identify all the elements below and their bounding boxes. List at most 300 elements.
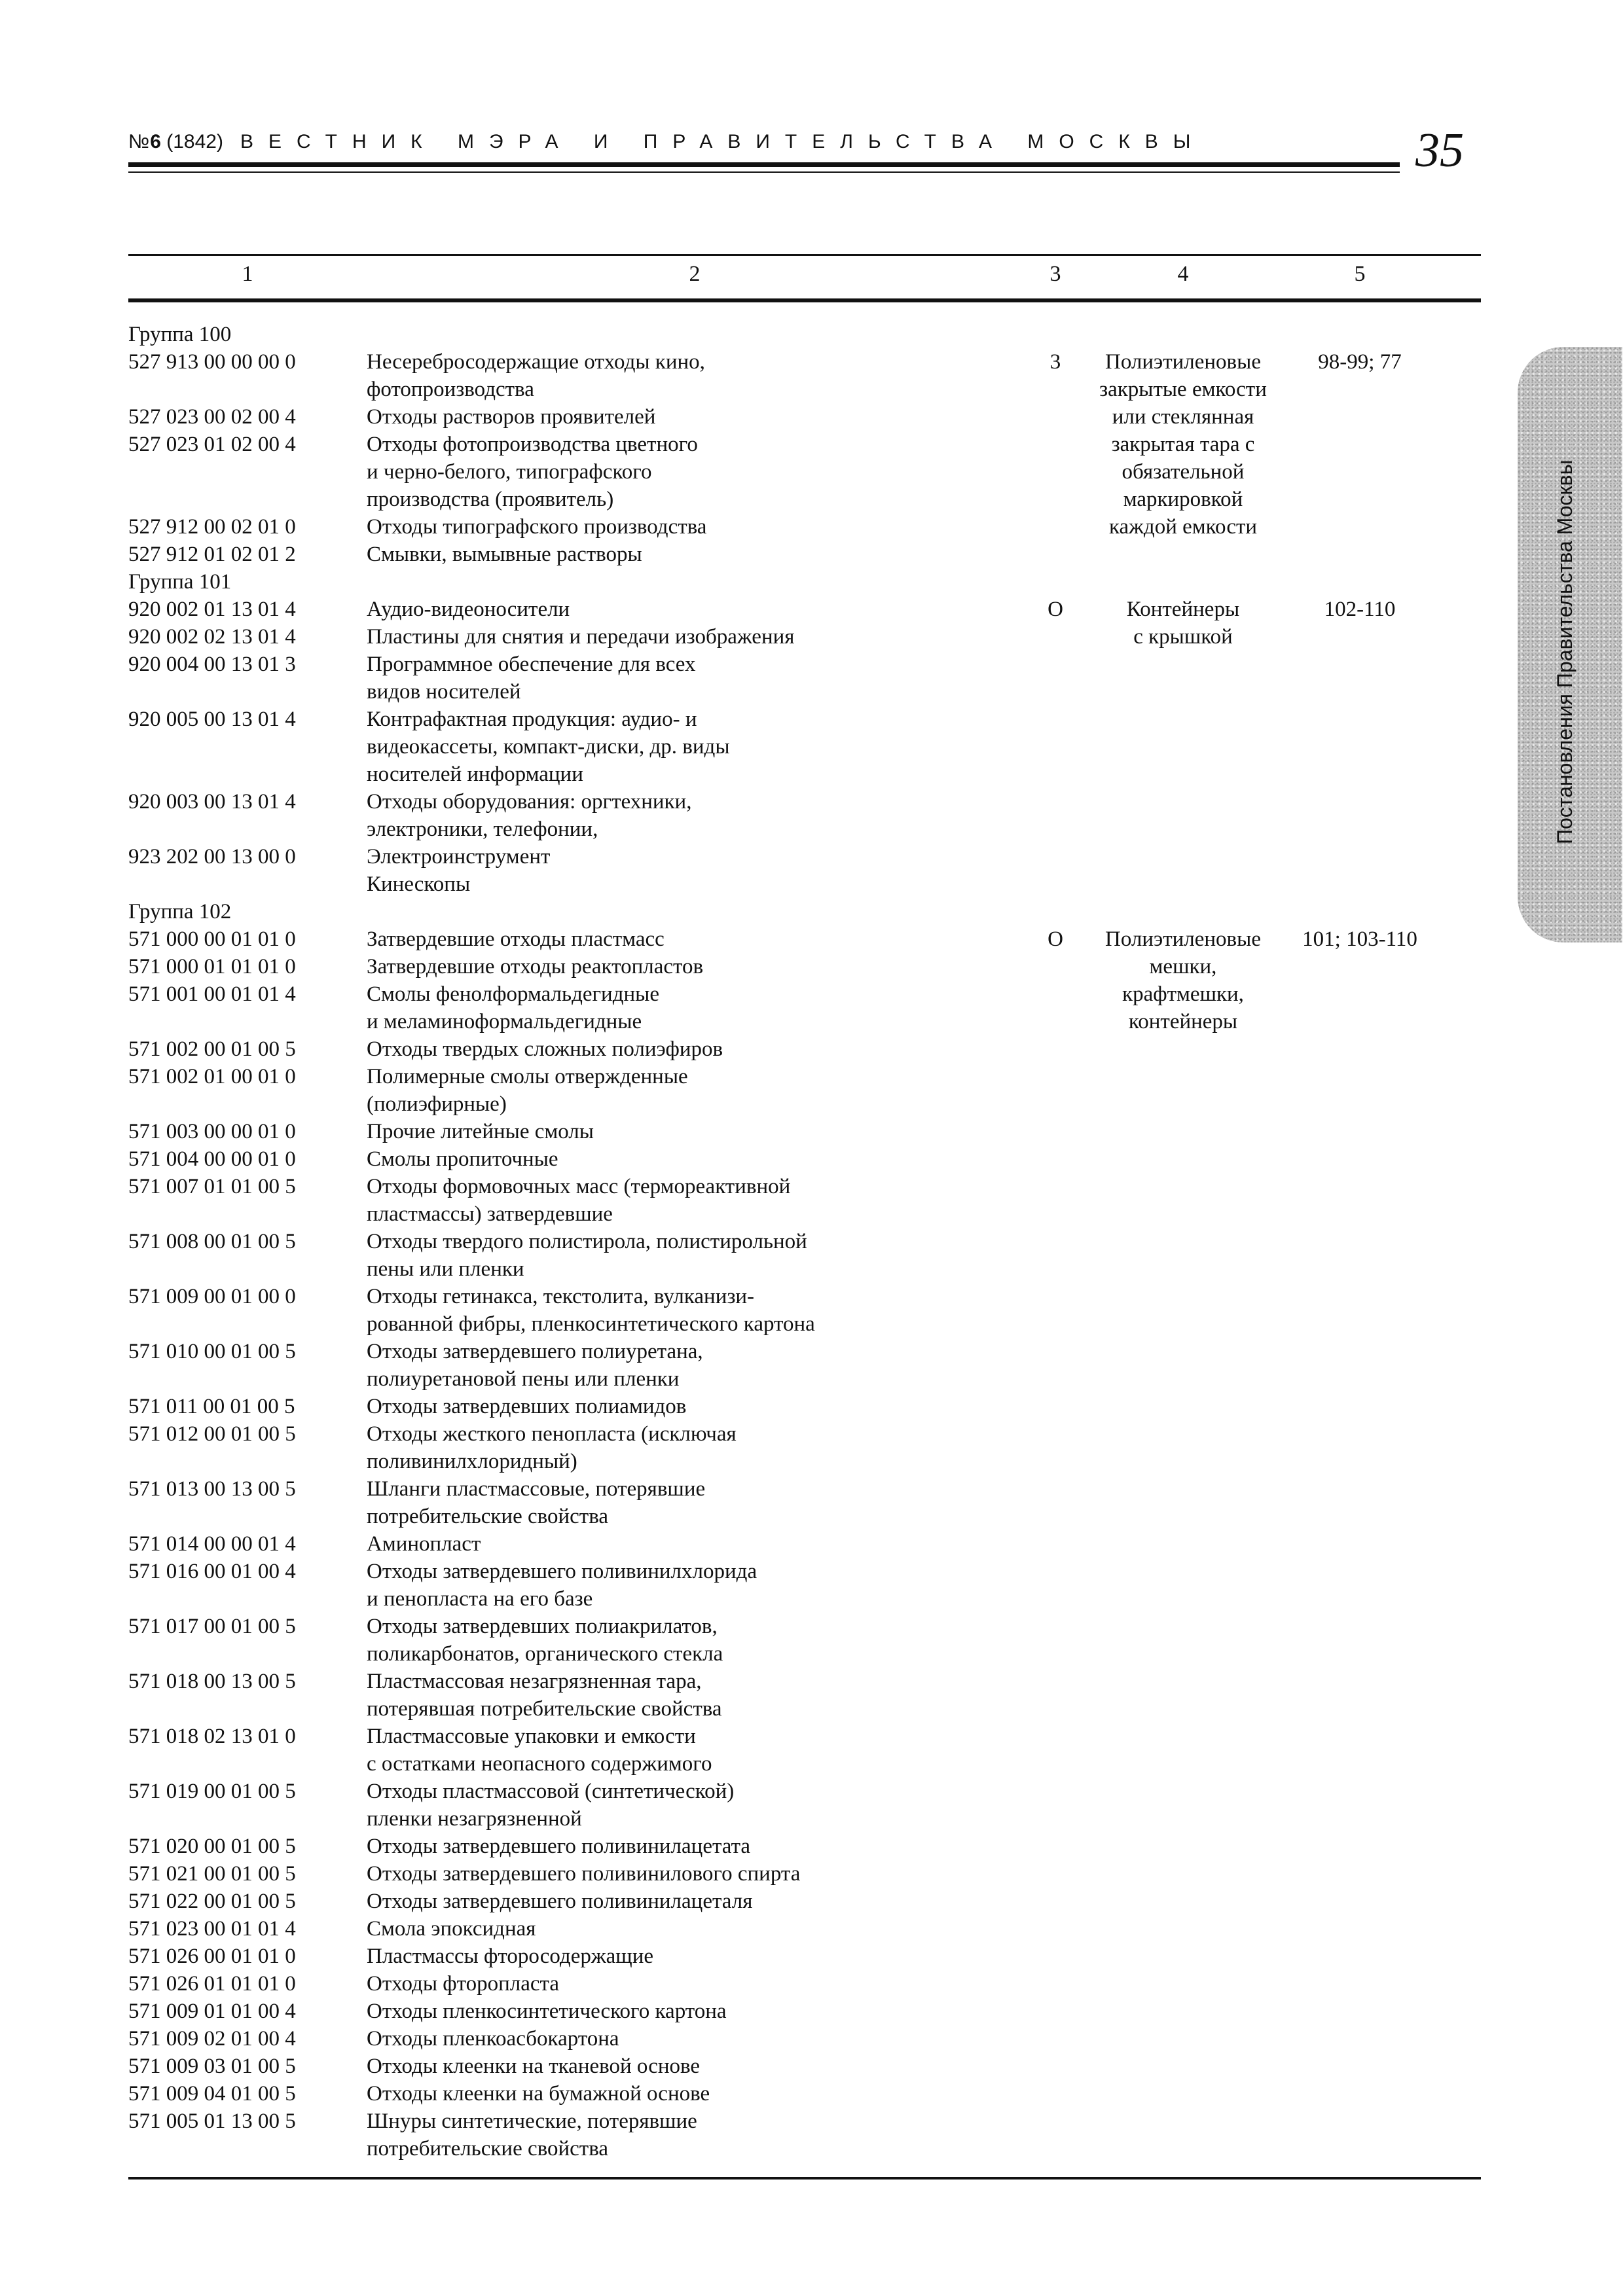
waste-code: 571 018 00 13 00 5 <box>128 1670 296 1693</box>
hazard-class <box>1023 2080 1088 2108</box>
container-type <box>1088 403 1278 431</box>
table-row <box>128 1998 1481 2025</box>
compatible-groups <box>1278 980 1442 1035</box>
waste-name <box>367 431 1023 513</box>
waste-name-line: носителей информации <box>367 762 583 786</box>
waste-name-line: Затвердевшие отходы реактопластов <box>367 955 704 978</box>
table-row <box>128 1970 1481 1998</box>
waste-name-line: Прочие литейные смолы <box>367 1120 594 1143</box>
hazard-class <box>1023 541 1088 568</box>
column-header-3: 3 <box>1049 262 1061 286</box>
hazard-class <box>1023 1393 1088 1420</box>
waste-name <box>367 1530 1023 1558</box>
compatible-groups <box>1278 1915 1442 1943</box>
container-type <box>1088 1558 1278 1613</box>
waste-name-line: Смывки, вымывные растворы <box>367 543 642 566</box>
group-label: Группа 101 <box>128 570 232 594</box>
hazard-class: О <box>1048 927 1063 951</box>
waste-code: 571 011 00 01 00 5 <box>128 1395 295 1418</box>
waste-name-line: пленки незагрязненной <box>367 1807 582 1831</box>
table-row <box>128 1118 1481 1145</box>
waste-name-line: Отходы клеенки на тканевой основе <box>367 2054 701 2078</box>
waste-name <box>367 1035 1023 1063</box>
waste-name <box>367 651 1023 706</box>
waste-name <box>367 1420 1023 1475</box>
waste-code: 571 005 01 13 00 5 <box>128 2109 296 2133</box>
waste-name-line: Пластмассы фторосодержащие <box>367 1945 654 1968</box>
waste-code: 571 014 00 00 01 4 <box>128 1532 296 1556</box>
waste-name <box>367 623 1023 651</box>
hazard-class <box>1023 513 1088 541</box>
compatible-groups <box>1278 1613 1442 1668</box>
waste-code: 571 009 00 01 00 0 <box>128 1285 296 1308</box>
container-type <box>1088 1283 1278 1338</box>
waste-name <box>367 843 1023 898</box>
waste-name-line: видов носителей <box>367 680 521 704</box>
compatible-groups <box>1278 1118 1442 1145</box>
waste-name <box>367 1778 1023 1833</box>
waste-name-line: видеокассеты, компакт-диски, др. виды <box>367 735 730 759</box>
table-row <box>128 541 1481 568</box>
table-row <box>128 1475 1481 1530</box>
group-label-row <box>128 898 1481 925</box>
column-header-4: 4 <box>1177 262 1189 286</box>
hazard-class: О <box>1048 598 1063 621</box>
container-type-line: маркировкой <box>1123 488 1243 511</box>
waste-name-line: Отходы пластмассовой (синтетической) <box>367 1780 735 1803</box>
container-type <box>1088 1998 1278 2025</box>
table-row <box>128 1778 1481 1833</box>
waste-name-line: Отходы фторопласта <box>367 1972 560 1996</box>
waste-name-line: Затвердевшие отходы пластмасс <box>367 927 665 951</box>
table-row <box>128 2108 1481 2162</box>
hazard-class <box>1023 953 1088 980</box>
hazard-class <box>1023 1558 1088 1613</box>
table-row <box>128 2053 1481 2080</box>
waste-name-line: Отходы затвердевших полиакрилатов, <box>367 1615 718 1638</box>
waste-name-line: Полимерные смолы отвержденные <box>367 1065 688 1088</box>
waste-name-line: Отходы твердых сложных полиэфиров <box>367 1037 723 1061</box>
waste-code: 571 026 00 01 01 0 <box>128 1945 296 1968</box>
column-header-2: 2 <box>689 262 701 286</box>
table-header-row <box>128 262 1481 288</box>
hazard-class <box>1023 1228 1088 1283</box>
container-type <box>1088 2080 1278 2108</box>
hazard-class <box>1023 1035 1088 1063</box>
container-type-line: мешки, <box>1149 955 1217 978</box>
group-label: Группа 102 <box>128 900 232 924</box>
waste-name-line: Пластмассовые упаковки и емкости <box>367 1725 696 1748</box>
waste-name-line: Кинескопы <box>367 872 471 896</box>
table-row <box>128 1723 1481 1778</box>
waste-code: 571 023 00 01 01 4 <box>128 1917 296 1941</box>
hazard-class <box>1023 788 1088 843</box>
compatible-groups <box>1278 1943 1442 1970</box>
hazard-class <box>1023 403 1088 431</box>
compatible-groups <box>1278 1998 1442 2025</box>
compatible-groups <box>1278 1860 1442 1888</box>
waste-name <box>367 348 1023 403</box>
waste-code: 571 009 04 01 00 5 <box>128 2082 296 2106</box>
waste-code: 571 002 00 01 00 5 <box>128 1037 296 1061</box>
hazard-class <box>1023 1475 1088 1530</box>
table-row <box>128 843 1481 898</box>
container-type <box>1088 1778 1278 1833</box>
waste-code: 571 008 00 01 00 5 <box>128 1230 296 1253</box>
container-type <box>1088 513 1278 541</box>
compatible-groups <box>1278 1888 1442 1915</box>
waste-code: 571 016 00 01 00 4 <box>128 1560 296 1583</box>
waste-name-line: Отходы пленкоасбокартона <box>367 2027 619 2051</box>
container-type-line: обязательной <box>1122 460 1245 484</box>
container-type <box>1088 788 1278 843</box>
container-type <box>1088 980 1278 1035</box>
waste-name-line: Отходы растворов проявителей <box>367 405 656 429</box>
journal-title: ВЕСТНИК МЭРА И ПРАВИТЕЛЬСТВА МОСКВЫ <box>240 131 1206 152</box>
table-row <box>128 980 1481 1035</box>
hazard-class <box>1023 1283 1088 1338</box>
container-type <box>1088 1970 1278 1998</box>
hazard-class <box>1023 431 1088 513</box>
hazard-class <box>1023 623 1088 651</box>
waste-code: 571 017 00 01 00 5 <box>128 1615 296 1638</box>
waste-name-line: пены или пленки <box>367 1257 524 1281</box>
hazard-class <box>1023 2025 1088 2053</box>
compatible-groups <box>1278 431 1442 513</box>
page-number: 35 <box>1415 124 1464 177</box>
container-type <box>1088 1860 1278 1888</box>
compatible-groups <box>1278 843 1442 898</box>
waste-code: 571 007 01 01 00 5 <box>128 1175 296 1198</box>
waste-name-line: пластмассы) затвердевшие <box>367 1202 613 1226</box>
compatible-groups <box>1278 1475 1442 1530</box>
compatible-groups <box>1278 2080 1442 2108</box>
waste-name-line: Отходы жесткого пенопласта (исключая <box>367 1422 737 1446</box>
table-row <box>128 1833 1481 1860</box>
compatible-groups <box>1278 1283 1442 1338</box>
table-row <box>128 1530 1481 1558</box>
waste-name <box>367 1723 1023 1778</box>
hazard-class <box>1023 651 1088 706</box>
hazard-class <box>1023 1118 1088 1145</box>
compatible-groups <box>1278 403 1442 431</box>
waste-name-line: электроники, телефонии, <box>367 817 598 841</box>
hazard-class <box>1023 1723 1088 1778</box>
table-row <box>128 1888 1481 1915</box>
waste-name-line: Программное обеспечение для всех <box>367 653 696 676</box>
table-row <box>128 1558 1481 1613</box>
container-type-line: закрытая тара с <box>1111 433 1255 456</box>
container-type-line: с крышкой <box>1133 625 1233 649</box>
table-header-rule <box>128 298 1481 302</box>
waste-code: 527 913 00 00 00 0 <box>128 350 296 374</box>
waste-code: 527 912 01 02 01 2 <box>128 543 296 566</box>
container-type-line: Контейнеры <box>1126 598 1240 621</box>
waste-name-line: Пластмассовая незагрязненная тара, <box>367 1670 702 1693</box>
waste-code: 920 005 00 13 01 4 <box>128 708 296 731</box>
waste-name-line: потребительские свойства <box>367 1505 608 1528</box>
hazard-class <box>1023 1888 1088 1915</box>
waste-code: 571 019 00 01 00 5 <box>128 1780 296 1803</box>
container-type <box>1088 1173 1278 1228</box>
container-type-line: или стеклянная <box>1112 405 1254 429</box>
waste-code: 571 021 00 01 00 5 <box>128 1862 296 1886</box>
hazard-class <box>1023 1145 1088 1173</box>
compatible-groups: 102-110 <box>1324 598 1396 621</box>
waste-name-line: Электроинструмент <box>367 845 551 869</box>
hazard-class <box>1023 1778 1088 1833</box>
waste-code: 571 009 03 01 00 5 <box>128 2054 296 2078</box>
hazard-class <box>1023 2108 1088 2162</box>
compatible-groups <box>1278 1145 1442 1173</box>
container-type <box>1088 1145 1278 1173</box>
issue-year: (1842) <box>166 131 223 152</box>
hazard-class <box>1023 1668 1088 1723</box>
waste-name-line: Отходы затвердевшего поливинилового спирта <box>367 1862 801 1886</box>
waste-name <box>367 1475 1023 1530</box>
waste-name <box>367 1173 1023 1228</box>
hazard-class <box>1023 1338 1088 1393</box>
compatible-groups <box>1278 1393 1442 1420</box>
container-type <box>1088 623 1278 651</box>
waste-name <box>367 1668 1023 1723</box>
issue-number-sign: № <box>128 131 151 152</box>
waste-name-line: рованной фибры, пленкосинтетического картона <box>367 1312 815 1336</box>
compatible-groups <box>1278 1833 1442 1860</box>
table-row <box>128 403 1481 431</box>
hazard-class <box>1023 1860 1088 1888</box>
group-label: Группа 100 <box>128 323 232 346</box>
container-type-line: Полиэтиленовые <box>1105 927 1261 951</box>
waste-name-line: Отходы твердого полистирола, полистирольной <box>367 1230 807 1253</box>
waste-name-line: Шнуры синтетические, потерявшие <box>367 2109 697 2133</box>
table-row <box>128 1063 1481 1118</box>
waste-name <box>367 2025 1023 2053</box>
compatible-groups <box>1278 1173 1442 1228</box>
hazard-class <box>1023 1998 1088 2025</box>
waste-name-line: поликарбонатов, органического стекла <box>367 1642 723 1666</box>
waste-code: 571 003 00 00 01 0 <box>128 1120 296 1143</box>
waste-name <box>367 1145 1023 1173</box>
container-type-line: закрытые емкости <box>1099 378 1267 401</box>
container-type-line: Полиэтиленовые <box>1105 350 1261 374</box>
waste-name-line: Аудио-видеоносители <box>367 598 570 621</box>
container-type <box>1088 1668 1278 1723</box>
compatible-groups: 101; 103-110 <box>1302 927 1417 951</box>
waste-name-line: Смолы пропиточные <box>367 1147 558 1171</box>
waste-code: 571 000 00 01 01 0 <box>128 927 296 951</box>
waste-name <box>367 513 1023 541</box>
waste-name-line: поливинилхлоридный) <box>367 1450 577 1473</box>
table-row <box>128 1668 1481 1723</box>
waste-code: 571 001 00 01 01 4 <box>128 982 296 1006</box>
issue-number: 6 <box>150 131 161 152</box>
waste-name <box>367 925 1023 953</box>
waste-code: 571 002 01 00 01 0 <box>128 1065 296 1088</box>
hazard-class <box>1023 1943 1088 1970</box>
waste-name <box>367 1283 1023 1338</box>
waste-name-line: Отходы пленкосинтетического картона <box>367 2000 727 2023</box>
hazard-class: 3 <box>1049 350 1061 374</box>
compatible-groups <box>1278 1558 1442 1613</box>
waste-name <box>367 1613 1023 1668</box>
container-type <box>1088 1915 1278 1943</box>
table-row <box>128 2080 1481 2108</box>
container-type <box>1088 431 1278 513</box>
waste-name <box>367 1943 1023 1970</box>
container-type <box>1088 2053 1278 2080</box>
compatible-groups <box>1278 1063 1442 1118</box>
table-row <box>128 953 1481 980</box>
waste-name <box>367 1888 1023 1915</box>
container-type-line: крафтмешки, <box>1122 982 1244 1006</box>
waste-name <box>367 1860 1023 1888</box>
container-type <box>1088 706 1278 788</box>
compatible-groups <box>1278 1668 1442 1723</box>
container-type <box>1088 1833 1278 1860</box>
container-type <box>1088 1420 1278 1475</box>
waste-name-line: Отходы клеенки на бумажной основе <box>367 2082 710 2106</box>
waste-code: 571 022 00 01 00 5 <box>128 1890 296 1913</box>
compatible-groups <box>1278 1970 1442 1998</box>
hazard-class <box>1023 1970 1088 1998</box>
waste-name-line: Отходы затвердевших полиамидов <box>367 1395 687 1418</box>
waste-name-line: Аминопласт <box>367 1532 481 1556</box>
waste-name <box>367 1063 1023 1118</box>
table-row <box>128 788 1481 843</box>
compatible-groups <box>1278 953 1442 980</box>
column-header-5: 5 <box>1354 262 1366 286</box>
table-row <box>128 1860 1481 1888</box>
header-rule-thin <box>128 171 1400 173</box>
waste-name-line: полиуретановой пены или пленки <box>367 1367 680 1391</box>
waste-code: 571 004 00 00 01 0 <box>128 1147 296 1171</box>
table-row <box>128 1915 1481 1943</box>
hazard-class <box>1023 706 1088 788</box>
waste-name <box>367 788 1023 843</box>
container-type <box>1088 2025 1278 2053</box>
container-type <box>1088 541 1278 568</box>
waste-name-line: и черно-белого, типографского <box>367 460 652 484</box>
waste-code: 923 202 00 13 00 0 <box>128 845 296 869</box>
waste-name <box>367 596 1023 623</box>
waste-code: 571 026 01 01 01 0 <box>128 1972 296 1996</box>
waste-code: 571 009 02 01 00 4 <box>128 2027 296 2051</box>
waste-name-line: Несеребросодержащие отходы кино, <box>367 350 705 374</box>
compatible-groups <box>1278 2025 1442 2053</box>
waste-code: 571 009 01 01 00 4 <box>128 2000 296 2023</box>
table-row <box>128 1035 1481 1063</box>
waste-name-line: Отходы фотопроизводства цветного <box>367 433 698 456</box>
table-row <box>128 431 1481 513</box>
running-head <box>128 131 1205 153</box>
compatible-groups <box>1278 1530 1442 1558</box>
waste-name-line: с остатками неопасного содержимого <box>367 1752 712 1776</box>
waste-name <box>367 1228 1023 1283</box>
waste-code: 571 000 01 01 01 0 <box>128 955 296 978</box>
compatible-groups <box>1278 1035 1442 1063</box>
waste-code: 527 023 01 02 00 4 <box>128 433 296 456</box>
waste-name-line: производства (проявитель) <box>367 488 614 511</box>
container-type <box>1088 1475 1278 1530</box>
container-type <box>1088 953 1278 980</box>
waste-code: 920 003 00 13 01 4 <box>128 790 296 814</box>
waste-code: 571 010 00 01 00 5 <box>128 1340 296 1363</box>
waste-name-line: Отходы затвердевшего поливинилхлорида <box>367 1560 757 1583</box>
table-row <box>128 2025 1481 2053</box>
compatible-groups <box>1278 1723 1442 1778</box>
waste-name-line: и пенопласта на его базе <box>367 1587 593 1611</box>
group-label-row <box>128 321 1481 348</box>
container-type <box>1088 1723 1278 1778</box>
container-type <box>1088 1613 1278 1668</box>
waste-name-line: Контрафактная продукция: аудио- и <box>367 708 697 731</box>
waste-name-line: Отходы затвердевшего поливинилацетата <box>367 1835 751 1858</box>
container-type <box>1088 1228 1278 1283</box>
waste-name-line: Смолы фенолформальдегидные <box>367 982 659 1006</box>
compatible-groups <box>1278 788 1442 843</box>
waste-name <box>367 2053 1023 2080</box>
hazard-class <box>1023 843 1088 898</box>
waste-name <box>367 980 1023 1035</box>
hazard-class <box>1023 1613 1088 1668</box>
waste-code: 571 018 02 13 01 0 <box>128 1725 296 1748</box>
container-type <box>1088 1530 1278 1558</box>
waste-name <box>367 1970 1023 1998</box>
waste-code: 920 002 02 13 01 4 <box>128 625 296 649</box>
waste-name-line: потерявшая потребительские свойства <box>367 1697 722 1721</box>
table-row <box>128 651 1481 706</box>
container-type <box>1088 1393 1278 1420</box>
container-type-line: контейнеры <box>1128 1010 1238 1033</box>
waste-name <box>367 706 1023 788</box>
table-row <box>128 1283 1481 1338</box>
hazard-class <box>1023 1173 1088 1228</box>
hazard-class <box>1023 1063 1088 1118</box>
waste-code: 920 002 01 13 01 4 <box>128 598 296 621</box>
waste-code: 571 012 00 01 00 5 <box>128 1422 296 1446</box>
waste-name <box>367 2080 1023 2108</box>
compatible-groups <box>1278 1778 1442 1833</box>
waste-name-line: Пластины для снятия и передачи изображения <box>367 625 795 649</box>
table-row <box>128 1173 1481 1228</box>
section-tab-label: Постановления Правительства Москвы <box>1553 459 1577 844</box>
container-type <box>1088 2108 1278 2162</box>
table-row <box>128 1338 1481 1393</box>
waste-code: 527 912 00 02 01 0 <box>128 515 296 539</box>
waste-name <box>367 1998 1023 2025</box>
waste-name-line: потребительские свойства <box>367 2137 608 2161</box>
table-row <box>128 1228 1481 1283</box>
container-type <box>1088 843 1278 898</box>
waste-name <box>367 1118 1023 1145</box>
container-type <box>1088 651 1278 706</box>
group-label-row <box>128 568 1481 596</box>
compatible-groups <box>1278 651 1442 706</box>
table-row <box>128 1145 1481 1173</box>
container-type <box>1088 1035 1278 1063</box>
hazard-class <box>1023 980 1088 1035</box>
column-header-1: 1 <box>242 262 253 286</box>
waste-name <box>367 1393 1023 1420</box>
compatible-groups <box>1278 1338 1442 1393</box>
table-row <box>128 513 1481 541</box>
container-type <box>1088 1943 1278 1970</box>
waste-code: 571 013 00 13 00 5 <box>128 1477 296 1501</box>
table-row <box>128 1943 1481 1970</box>
compatible-groups <box>1278 513 1442 541</box>
hazard-class <box>1023 2053 1088 2080</box>
